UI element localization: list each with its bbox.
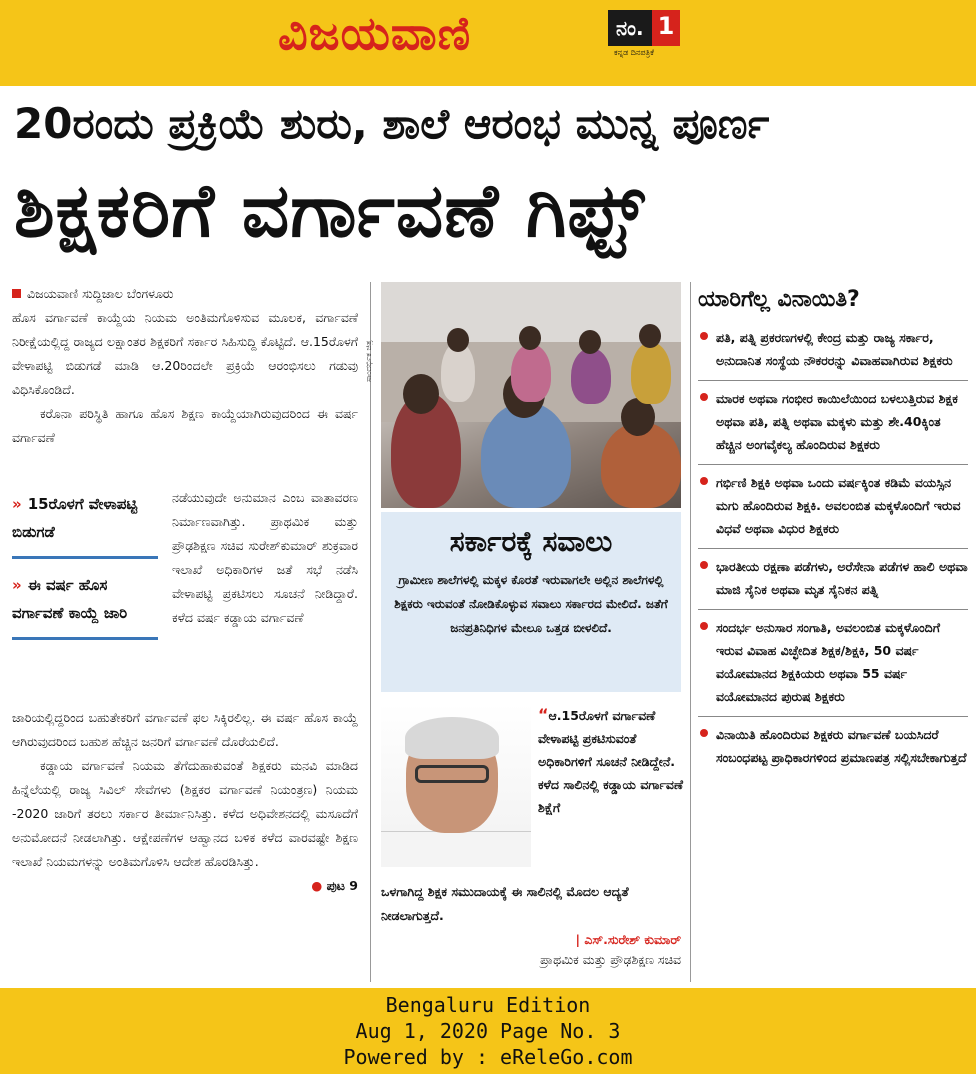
exemption-item: ಪತಿ, ಪತ್ನಿ ಪ್ರಕರಣಗಳಲ್ಲಿ ಕೇಂದ್ರ ಮತ್ತು ರಾಜ್ಯ ಸರ್ಕಾರ, ಅನುದಾನಿತ ಸಂಸ್ಥೆಯ ನೌಕರರನ್ನು ವಿವಾಹವಾಗಿರುವ ಶಿಕ್ಷಕರು [698,320,968,381]
powered-by-link[interactable]: Powered by : eReleGo.com [343,1045,633,1069]
highlights-box [12,486,158,648]
quote-mark-icon: “ [538,705,549,724]
exemption-item: ಮಾರಕ ಅಥವಾ ಗಂಭೀರ ಕಾಯಿಲೆಯಿಂದ ಬಳಲುತ್ತಿರುವ ಶಿಕ್ಷಕ ಅಥವಾ ಪತಿ, ಪತ್ನಿ ಅಥವಾ ಮಕ್ಕಳು ಮತ್ತು ಶೇ.40ಕ್ಕಿಂತ ಹೆಚ್ಚಿನ ಅಂಗವೈಕಲ್ಯ ಹೊಂದಿರುವ ಶಿಕ್ಷಕರು [698,381,968,465]
kicker-headline: 20ರಂದು ಪ್ರಕ್ರಿಯೆ ಶುರು, ಶಾಲೆ ಆರಂಭ ಮುನ್ನ ಪೂರ್ಣ [14,99,770,148]
photo-head [579,330,601,354]
exemptions-box [698,282,968,777]
newspaper-title: ವಿಜಯವಾಣಿ [278,6,472,60]
bullet-icon [700,561,708,569]
arrow-circle-icon: ● [311,878,327,893]
photo-person [511,344,551,402]
exemption-item: ಗರ್ಭಿಣಿ ಶಿಕ್ಷಕಿ ಅಥವಾ ಒಂದು ವರ್ಷಕ್ಕಿಂತ ಕಡಿಮೆ ವಯಸ್ಸಿನ ಮಗು ಹೊಂದಿರುವ ಶಿಕ್ಷಕಿ. ಅವಲಂಬಿತ ಮಕ್ಕಳೊಂದಿಗೆ ಇರುವ ವಿಧವೆ ಅಥವಾ ವಿಧುರ ಶಿಕ್ಷಕರು [698,465,968,549]
minister-quote: “ಆ.15ರೊಳಗೆ ವರ್ಗಾವಣೆ ವೇಳಾಪಟ್ಟಿ ಪ್ರಕಟಿಸುವಂತೆ ಅಧಿಕಾರಿಗಳಿಗೆ ಸೂಚನೆ ನೀಡಿದ್ದೇನೆ. ಕಳೆದ ಸಾಲಿನಲ್ಲಿ ಕಡ್ಡಾಯ ವರ್ಗಾವಣೆ ಶಿಕ್ಷೆಗೆ [538,705,684,815]
bullet-icon [700,622,708,630]
exemption-item: ಭಾರತೀಯ ರಕ್ಷಣಾ ಪಡೆಗಳು, ಅರೆಸೇನಾ ಪಡೆಗಳ ಹಾಲಿ ಅಥವಾ ಮಾಜಿ ಸೈನಿಕ ಅಥವಾ ಮೃತ ಸೈನಿಕನ ಪತ್ನಿ [698,549,968,610]
column-divider [370,282,371,982]
minister-quote-continued: ಒಳಗಾಗಿದ್ದ ಶಿಕ್ಷಕ ಸಮುದಾಯಕ್ಕೆ ಈ ಸಾಲಿನಲ್ಲಿ ಮೊದಲ ಆದ್ಯತೆ ನೀಡಲಾಗುತ್ತದೆ. [381,884,629,923]
main-headline: ಶಿಕ್ಷಕರಿಗೆ ವರ್ಗಾವಣೆ ಗಿಫ್ಟ್ [14,168,646,254]
article-paragraph-1: ಹೊಸ ವರ್ಗಾವಣೆ ಕಾಯ್ದೆಯ ನಿಯಮ ಅಂತಿಮಗೊಳಿಸುವ ಮೂಲಕ, ವರ್ಗಾವಣೆ ನಿರೀಕ್ಷೆಯಲ್ಲಿದ್ದ ರಾಜ್ಯದ ಲಕ್ಷಾಂತರ ಶಿಕ್ಷಕರಿಗೆ ಸರ್ಕಾರ ಸಿಹಿಸುದ್ದಿ ಕೊಟ್ಟಿದೆ. ಆ.15ರೊಳಗೆ ವೇಳಾಪಟ್ಟಿ ಬಿಡುಗಡೆ ಮಾಡಿ ಆ.20ರಿಂದಲೇ ಪ್ರಕ್ರಿಯೆ ಆರಂಭಿಸಲು ಗಡುವು ವಿಧಿಸಿಕೊಂಡಿದೆ. [12,310,358,397]
badge-tagline: ಕನ್ನಡ ದಿನಪತ್ರಿಕೆ [614,48,655,57]
photo-credit: ಸಾಂದರ್ಭಿಕ ಚಿತ್ರ [364,340,373,382]
article-paragraph-2-rest: ಜಾರಿಯಲ್ಲಿದ್ದರಿಂದ ಬಹುತೇಕರಿಗೆ ವರ್ಗಾವಣೆ ಫಲ ಸಿಕ್ಕಿರಲಿಲ್ಲ. ಈ ವರ್ಷ ಹೊಸ ಕಾಯ್ದೆ ಆಗಿರುವುದರಿಂದ ಬಹುಶ ಹೆಚ್ಚಿನ ಜನರಿಗೆ ವರ್ಗಾವಣೆ ದೊರೆಯಲಿದೆ. [12,710,358,749]
column-divider [690,282,691,982]
double-chevron-icon: » [12,495,22,513]
bullet-icon [700,477,708,485]
bullet-icon [700,393,708,401]
bullet-icon [700,332,708,340]
portrait-glasses [415,765,489,783]
number-one-badge [608,10,694,62]
minister-portrait [381,703,531,867]
photo-head [403,374,439,414]
article-paragraph-3: ಕಡ್ಡಾಯ ವರ್ಗಾವಣೆ ನಿಯಮ ತೆಗೆದುಹಾಕುವಂತೆ ಶಿಕ್ಷಕರು ಮನವಿ ಮಾಡಿದ ಹಿನ್ನೆಲೆಯಲ್ಲಿ ರಾಜ್ಯ ಸಿವಿಲ್ ಸೇವೆಗಳು (ಶಿಕ್ಷಕರ ವರ್ಗಾವಣೆ ನಿಯಂತ್ರಣ) ನಿಯಮ -2020 ಜಾರಿಗೆ ತರಲು ಸರ್ಕಾರ ತೀರ್ಮಾನಿಸಿತ್ತು. ಕಳೆದ ಅಧಿವೇಶನದಲ್ಲಿ ಮಸೂದೆಗೆ ಅನುಮೋದನೆ ನೀಡಲಾಗಿತ್ತು. ಆಕ್ಷೇಪಣೆಗಳ ಆಹ್ವಾನದ ಬಳಿಕ ಕಳೆದ ವಾರವಷ್ಟೇ ಶಿಕ್ಷಣ ಇಲಾಖೆ ನಿಯಮಗಳನ್ನು ಅಂತಿಮಗೊಳಿಸಿ ಆದೇಶ ಹೊರಡಿಸಿತ್ತು. [12,758,358,869]
quote-attribution [381,930,681,970]
photo-person [631,342,671,404]
author-name: | ಎಸ್.ಸುರೇಶ್ ಕುಮಾರ್ [575,932,681,947]
portrait-shirt [381,831,531,867]
challenge-callout [381,512,681,692]
portrait-hair [405,717,499,759]
article-paragraph-2-intro: ಕರೊನಾ ಪರಿಸ್ಥಿತಿ ಹಾಗೂ ಹೊಸ ಶಿಕ್ಷಣ ಕಾಯ್ದೆಯಾಗಿರುವುದರಿಂದ ಈ ವರ್ಷ ವರ್ಗಾವಣೆ [12,406,358,445]
highlight-item: » ಈ ವರ್ಷ ಹೊಸ ವರ್ಗಾವಣೆ ಕಾಯ್ದೆ ಜಾರಿ [12,567,158,640]
continued-on[interactable]: ● ಪುಟ 9 [311,878,358,893]
edition-name: Bengaluru Edition [385,993,591,1017]
exemptions-title: ಯಾರಿಗೆಲ್ಲ ವಿನಾಯಿತಿ? [698,287,860,312]
callout-title: ಸರ್ಕಾರಕ್ಕೆ ಸವಾಲು [449,525,613,558]
classroom-photo [381,282,681,508]
dateline: ವಿಜಯವಾಣಿ ಸುದ್ದಿಜಾಲ ಬೆಂಗಳೂರು [12,282,358,306]
badge-prefix: ನಂ. [608,10,652,46]
article-paragraph-2-wrap: ನಡೆಯುವುದೇ ಅನುಮಾನ ಎಂಬ ವಾತಾವರಣ ನಿರ್ಮಾಣವಾಗಿತ್ತು. ಪ್ರಾಥಮಿಕ ಮತ್ತು ಪ್ರೌಢಶಿಕ್ಷಣ ಸಚಿವ ಸುರೇಶ್‌ಕುಮಾರ್ ಶುಕ್ರವಾರ ಇಲಾಖೆ ಅಧಿಕಾರಿಗಳ ಜತೆ ಸಭೆ ನಡೆಸಿ ವೇಳಾಪಟ್ಟಿ ಪ್ರಕಟಿಸಲು ಸೂಚನೆ ನೀಡಿದ್ದಾರೆ. ಕಳೆದ ವರ್ಷ ಕಡ್ಡಾಯ ವರ್ಗಾವಣೆ [172,490,358,625]
exemption-item: ವಿನಾಯಿತಿ ಹೊಂದಿರುವ ಶಿಕ್ಷಕರು ವರ್ಗಾವಣೆ ಬಯಸಿದರೆ ಸಂಬಂಧಪಟ್ಟ ಪ್ರಾಧಿಕಾರಗಳಿಂದ ಪ್ರಮಾಣಪತ್ರ ಸಲ್ಲಿಸಬೇಕಾಗುತ್ತದೆ [698,717,968,777]
exemption-item: ಸಂದರ್ಭ ಅನುಸಾರ ಸಂಗಾತಿ, ಅವಲಂಬಿತ ಮಕ್ಕಳೊಂದಿಗೆ ಇರುವ ವಿವಾಹ ವಿಚ್ಛೇದಿತ ಶಿಕ್ಷಕ/ಶಿಕ್ಷಕಿ, 50 ವರ್ಷ ವಯೋಮಾನದ ಶಿಕ್ಷಕಿಯರು ಅಥವಾ 55 ವರ್ಷ ವಯೋಮಾನದ ಪುರುಷ ಶಿಕ್ಷಕರು [698,610,968,717]
article-bottom [12,706,358,898]
author-title: ಪ್ರಾಥಮಿಕ ಮತ್ತು ಪ್ರೌಢಶಿಕ್ಷಣ ಸಚಿವ [540,952,681,967]
double-chevron-icon: » [12,576,22,594]
highlight-item: » 15ರೊಳಗೆ ವೇಳಾಪಟ್ಟಿ ಬಿಡುಗಡೆ [12,486,158,559]
edition-footer [0,988,976,1074]
bullet-icon [700,729,708,737]
photo-head [447,328,469,352]
badge-number: 1 [652,10,681,46]
red-square-icon [12,289,21,298]
photo-person [571,348,611,404]
photo-head [519,326,541,350]
article-top [12,282,358,450]
photo-head [639,324,661,348]
masthead [0,0,976,86]
callout-body: ಗ್ರಾಮೀಣ ಶಾಲೆಗಳಲ್ಲಿ ಮಕ್ಕಳ ಕೊರತೆ ಇರುವಾಗಲೇ ಅಲ್ಲಿನ ಶಾಲೆಗಳಲ್ಲಿ ಶಿಕ್ಷಕರು ಇರುವಂತೆ ನೋಡಿಕೊಳ್ಳುವ ಸವಾಲು ಸರ್ಕಾರದ ಮೇಲಿದೆ. ಜತೆಗೆ ಜನಪ್ರತಿನಿಧಿಗಳ ಮೇಲೂ ಒತ್ತಡ ಬೀಳಲಿದೆ. [394,573,668,635]
edition-date-page: Aug 1, 2020 Page No. 3 [355,1019,621,1043]
